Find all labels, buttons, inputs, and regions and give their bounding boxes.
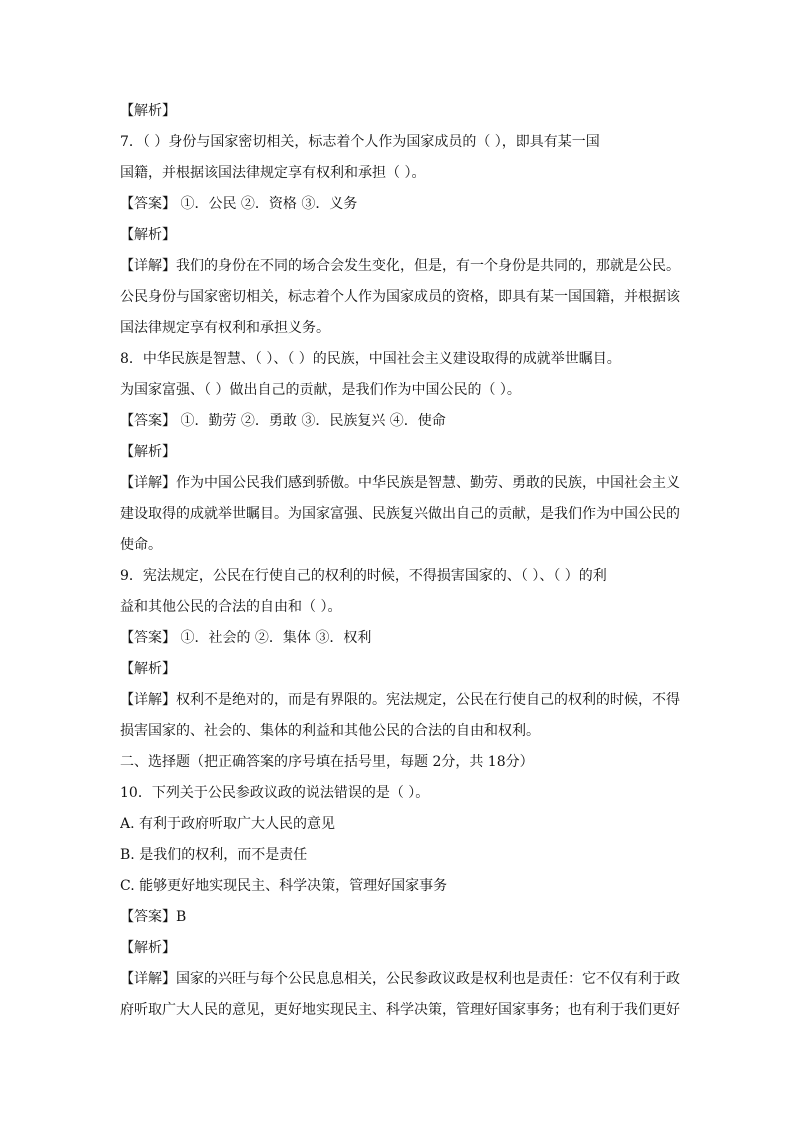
question-7-line-1: 7．（ ）身份与国家密切相关，标志着个人作为国家成员的（ ），即具有某一国 <box>120 134 600 150</box>
question-7-line-2: 国籍，并根据该国法律规定享有权利和承担（ ）。 <box>120 165 426 181</box>
explanation-7-line-1: 【详解】我们的身份在不同的场合会发生变化，但是，有一个身份是共同的，那就是公民。 <box>120 258 680 274</box>
question-8-line-1: 8．中华民族是智慧、（ ）、（ ）的民族，中国社会主义建设取得的成就举世瞩目。 <box>120 351 621 367</box>
explanation-10-line-2: 府听取广大人民的意见，更好地实现民主、科学决策，管理好国家事务；也有利于我们更好 <box>120 1002 680 1018</box>
analysis-label: 【解析】 <box>120 661 176 677</box>
explanation-8-line-2: 建设取得的成就举世瞩目。为国家富强、民族复兴做出自己的贡献，是我们作为中国公民的 <box>120 506 680 522</box>
analysis-label: 【解析】 <box>120 103 176 119</box>
option-a: A. 有利于政府听取广大人民的意见 <box>120 816 336 832</box>
explanation-10-line-1: 【详解】国家的兴旺与每个公民息息相关，公民参政议政是权利也是责任：它不仅有利于政 <box>120 971 680 987</box>
answer-9: 【答案】 ①．社会的 ②．集体 ③．权利 <box>120 630 372 646</box>
analysis-label: 【解析】 <box>120 227 176 243</box>
explanation-7-line-3: 国法律规定享有权利和承担义务。 <box>120 320 330 336</box>
section-heading: 二、选择题（把正确答案的序号填在括号里，每题 2分，共 18分） <box>120 754 534 770</box>
answer-7: 【答案】 ①．公民 ②．资格 ③．义务 <box>120 196 358 212</box>
explanation-7-line-2: 公民身份与国家密切相关，标志着个人作为国家成员的资格，即具有某一国国籍，并根据该 <box>120 289 680 305</box>
answer-8: 【答案】 ①．勤劳 ②．勇敢 ③．民族复兴 ④．使命 <box>120 413 446 429</box>
document-page <box>120 96 680 1026</box>
explanation-9-line-1: 【详解】权利不是绝对的，而是有界限的。宪法规定，公民在行使自己的权利的时候，不得 <box>120 692 680 708</box>
option-c: C. 能够更好地实现民主、科学决策，管理好国家事务 <box>120 878 448 894</box>
question-10: 10．下列关于公民参政议政的说法错误的是（ ）。 <box>120 785 430 801</box>
explanation-9-line-2: 损害国家的、社会的、集体的利益和其他公民的合法的自由和权利。 <box>120 723 540 739</box>
option-b: B. 是我们的权利，而不是责任 <box>120 847 308 863</box>
question-9-line-1: 9．宪法规定，公民在行使自己的权利的时候，不得损害国家的、（ ）、（ ）的利 <box>120 568 607 584</box>
explanation-8-line-3: 使命。 <box>120 537 162 553</box>
explanation-8-line-1: 【详解】作为中国公民我们感到骄傲。中华民族是智慧、勤劳、勇敢的民族，中国社会主义 <box>120 475 680 491</box>
analysis-label: 【解析】 <box>120 444 176 460</box>
analysis-label: 【解析】 <box>120 940 176 956</box>
answer-10: 【答案】B <box>120 909 187 925</box>
question-9-line-2: 益和其他公民的合法的自由和（ ）。 <box>120 599 342 615</box>
question-8-line-2: 为国家富强、（ ）做出自己的贡献，是我们作为中国公民的（ ）。 <box>120 382 521 398</box>
